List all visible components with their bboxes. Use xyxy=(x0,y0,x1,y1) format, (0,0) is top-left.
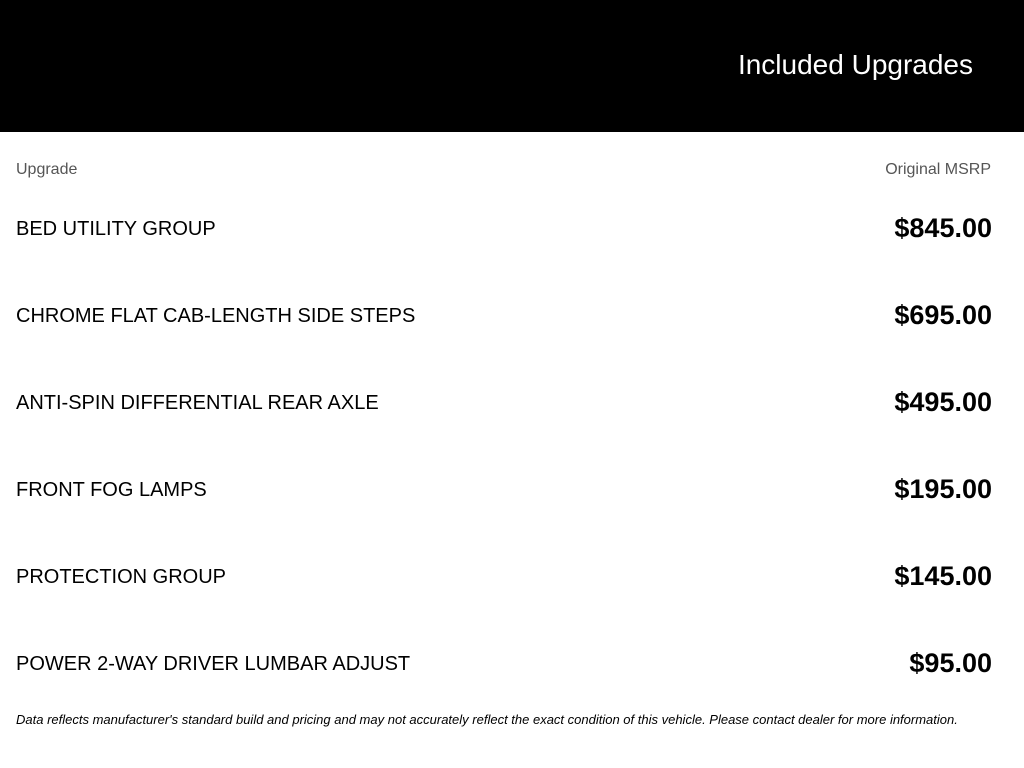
disclaimer-text: Data reflects manufacturer's standard build and pricing and may not accurately reflect the exact condition of this vehicle. Please contact dealer for more information. xyxy=(16,712,958,727)
upgrade-price: $145.00 xyxy=(894,561,992,591)
upgrade-price: $695.00 xyxy=(894,300,992,330)
list-item xyxy=(0,466,1024,553)
upgrade-name: FRONT FOG LAMPS xyxy=(16,479,207,501)
upgrade-price: $845.00 xyxy=(894,213,992,243)
upgrade-name: ANTI-SPIN DIFFERENTIAL REAR AXLE xyxy=(16,392,379,414)
upgrade-name: BED UTILITY GROUP xyxy=(16,218,216,240)
upgrade-name: POWER 2-WAY DRIVER LUMBAR ADJUST xyxy=(16,653,411,675)
upgrade-price: $495.00 xyxy=(894,387,992,417)
column-header-msrp: Original MSRP xyxy=(885,161,991,178)
column-header-upgrade: Upgrade xyxy=(16,161,78,178)
upgrade-name: CHROME FLAT CAB-LENGTH SIDE STEPS xyxy=(16,305,416,327)
list-item xyxy=(0,553,1024,640)
list-item xyxy=(0,205,1024,292)
list-item xyxy=(0,292,1024,379)
upgrade-price: $195.00 xyxy=(894,474,992,504)
upgrade-name: PROTECTION GROUP xyxy=(16,566,227,588)
header-bar xyxy=(0,0,1024,132)
list-item xyxy=(0,379,1024,466)
upgrades-list xyxy=(0,205,1024,727)
upgrade-price: $95.00 xyxy=(909,648,992,678)
page-title: Included Upgrades xyxy=(737,49,973,80)
